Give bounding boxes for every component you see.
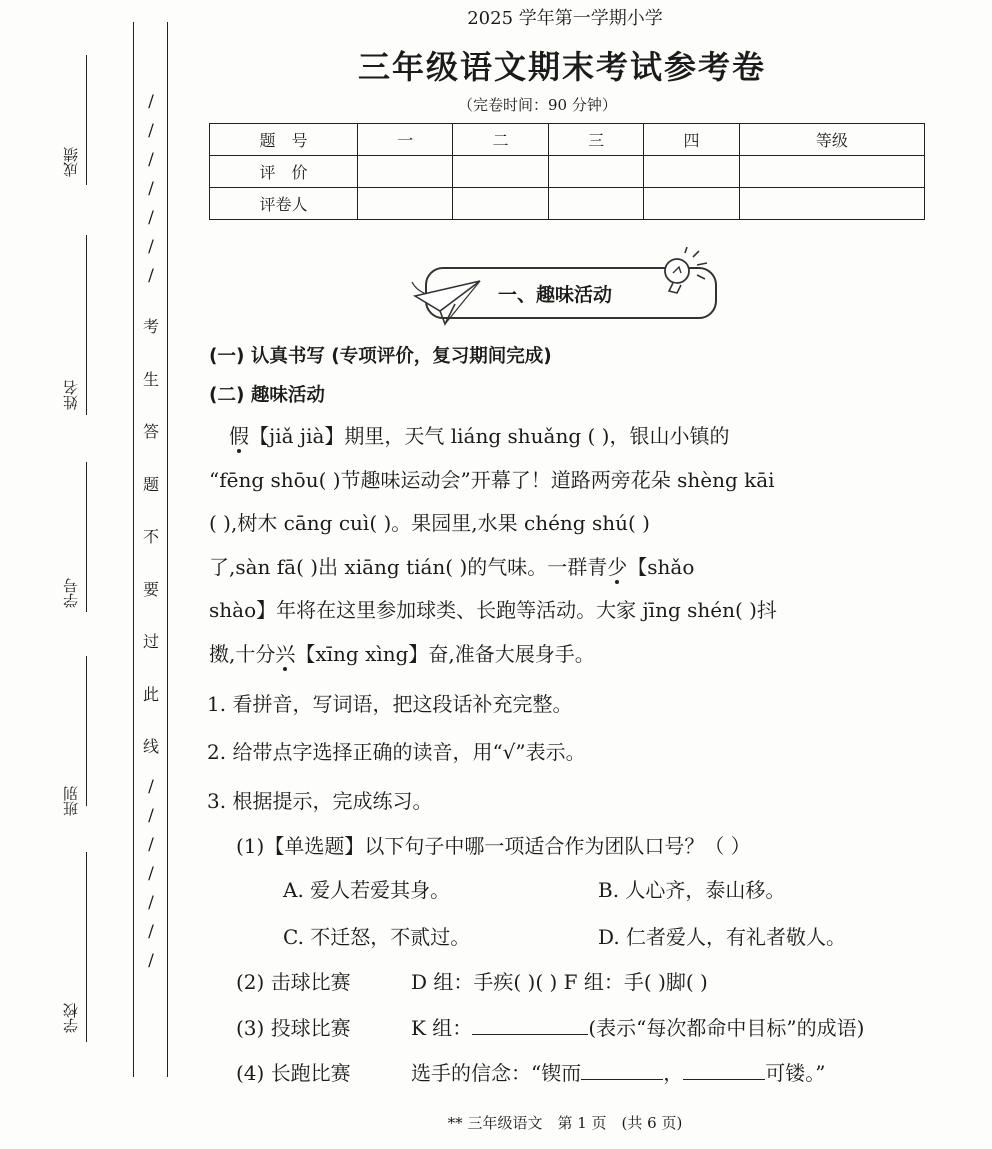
name-line [86,235,87,415]
school-label: 学校 [62,1003,80,1033]
idiom-answer-blank[interactable] [472,1016,588,1035]
score-table [209,123,925,220]
question-3-2-label: (2) 击球比赛 [236,970,351,994]
score-cell[interactable] [358,156,453,188]
section-title: 一、趣味活动 [498,284,613,306]
student-id-line [86,462,87,612]
question-3-4-label: (4) 长跑比赛 [236,1061,351,1085]
score-header-cell: 二 [453,124,548,156]
score-cell[interactable] [739,156,924,188]
slash-marks-top: / / / / / / / [148,92,154,286]
slash-marks-bottom: / / / / / / / [148,777,154,971]
score-cell[interactable] [739,188,924,220]
question-3-2-body: D 组：手疾( )( ) F 组：手( )脚( ) [411,970,708,994]
page-footer: ** 三年级语文 第 1 页 (共 6 页) [447,1114,683,1132]
school-year: 2025 学年第一学期小学 [467,8,663,29]
part-one-heading: (一) 认真书写 (专项评价，复习期间完成) [209,346,552,367]
score-cell[interactable] [453,156,548,188]
score-grader-row [210,188,925,220]
exam-duration: （完卷时间：90 分钟） [458,96,617,114]
option-d[interactable]: D. 仁者爱人，有礼者敬人。 [598,925,847,949]
passage-line: shào】年将在这里参加球类、长跑等活动。大家 jīng shén( )抖 [209,598,777,622]
passage-line: 擞,十分兴【xīng xìng】奋,准备大展身手。 [209,641,595,666]
question-3-3-label: (3) 投球比赛 [236,1016,351,1040]
score-evaluation-row [210,156,925,188]
cut-line-right [167,22,168,1077]
score-row-label: 评 价 [210,156,358,188]
part-two-heading: (二) 趣味活动 [209,385,325,406]
question-3: 3. 根据提示，完成练习。 [207,789,433,813]
score-cell[interactable] [644,188,739,220]
score-label: 成绩 [62,147,80,177]
option-b[interactable]: B. 人心齐，泰山移。 [598,878,786,902]
cut-line-left [133,22,134,1077]
score-line [86,55,87,185]
dotted-char: 少 [607,554,628,579]
question-3-1: (1)【单选题】以下句子中哪一项适合作为团队口号？（ ） [236,834,751,858]
class-label: 班别 [62,786,80,816]
no-answer-warning: 考 生 答 题 不 要 过 此 线 [142,317,159,756]
score-header-cell: 题 号 [210,124,358,156]
class-line [86,656,87,806]
score-cell[interactable] [644,156,739,188]
dotted-char: 假 [229,424,249,448]
quote-blank-2[interactable] [683,1061,765,1080]
passage-line: “fēng shōu( )节趣味运动会”开幕了！道路两旁花朵 shèng kāi [209,467,775,492]
dotted-char: 兴 [275,641,296,666]
exam-title: 三年级语文期末考试参考卷 [358,48,767,86]
score-cell[interactable] [548,156,643,188]
quote-blank-1[interactable] [581,1061,663,1080]
school-line [86,852,87,1042]
score-cell[interactable] [548,188,643,220]
passage-line: 假【jiǎ jià】期里，天气 liáng shuǎng ( )，银山小镇的 [229,424,730,448]
passage-line: ( ),树木 cāng cuì( )。果园里,水果 chéng shú( ) [209,511,650,535]
name-label: 姓名 [62,380,80,410]
score-header-cell: 四 [644,124,739,156]
student-id-label: 学号 [62,578,80,608]
score-header-row [210,124,925,156]
score-header-cell: 一 [358,124,453,156]
score-header-cell: 三 [548,124,643,156]
lightbulb-icon [655,247,715,297]
score-cell[interactable] [358,188,453,220]
score-header-cell: 等级 [739,124,924,156]
option-a[interactable]: A. 爱人若爱其身。 [283,878,451,902]
passage-line: 了,sàn fā( )出 xiāng tián( )的气味。一群青少【shǎo [209,554,695,579]
question-3-3-body: K 组： (表示“每次都命中目标”的成语) [411,1016,865,1040]
score-row-label: 评卷人 [210,188,358,220]
passage [209,415,925,676]
option-c[interactable]: C. 不迁怒，不贰过。 [283,925,471,949]
question-3-4-body: 选手的信念：“锲而 ， 可镂。” [411,1061,826,1085]
question-2: 2. 给带点字选择正确的读音，用“√”表示。 [207,740,586,764]
paper-plane-icon [410,276,490,326]
score-cell[interactable] [453,188,548,220]
question-1: 1. 看拼音，写词语，把这段话补充完整。 [207,692,573,716]
